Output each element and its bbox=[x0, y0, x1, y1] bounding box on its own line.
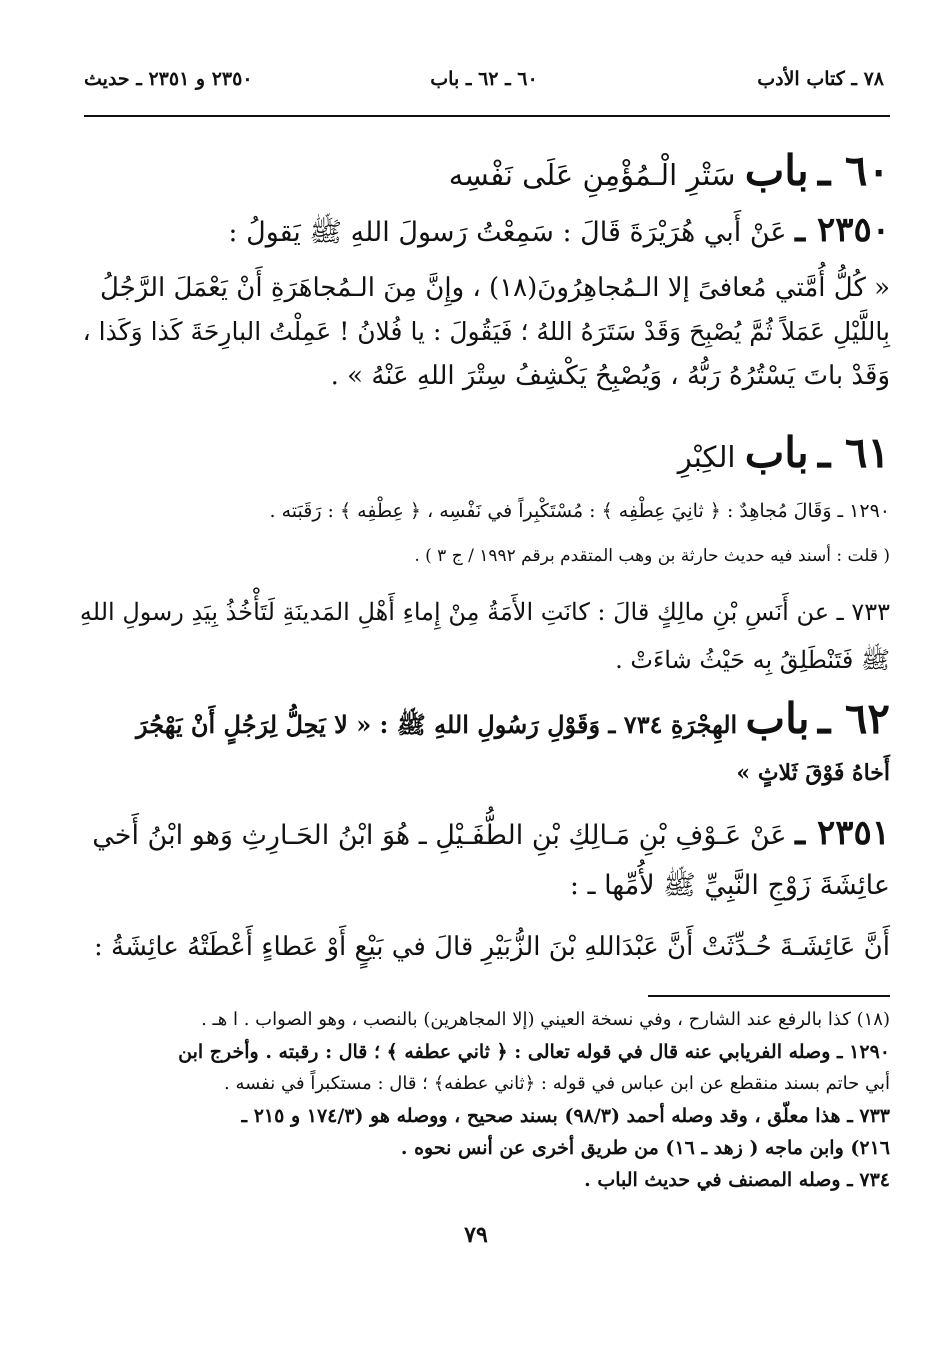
qult-note: ( قلت : أسند فيه حديث حارثة بن وهب المتقدم برقم ١٩٩٢ / ج ٣ ) . bbox=[414, 546, 890, 566]
footnote-733: ٧٣٣ ـ هذا معلّق ، وقد وصله أحمد (٩٨/٣) بسند صحيح ، ووصله هو (١٧٤/٣ و ٢١٥ ـ bbox=[241, 1105, 890, 1127]
section-61-heading bbox=[678, 428, 890, 477]
section-number: ٦٢ ـ bbox=[817, 694, 890, 743]
section-62-heading-cont: أَخاهُ فَوْقَ ثَلاثٍ » bbox=[736, 760, 890, 786]
section-title: سَتْرِ الْـمُؤْمِنِ عَلَى نَفْسِه bbox=[448, 158, 736, 192]
hadith-number: ٢٣٥١ ـ bbox=[795, 813, 890, 853]
hadith-isnad: عَنْ أَبي هُرَيْرَةَ قَالَ : سَمِعْتُ رَسولَ اللهِ ﷺ يَقولُ : bbox=[228, 217, 787, 248]
page-number: ٧٩ bbox=[464, 1222, 488, 1248]
footnote-733-cont: ٢١٦) وابن ماجه ( زهد ـ ١٦) من طريق أخرى عن أنس نحوه . bbox=[400, 1137, 890, 1159]
bab-label: باب bbox=[744, 428, 809, 477]
running-header bbox=[84, 60, 884, 96]
footnote-18: (١٨) كذا بالرفع عند الشارح ، وفي نسخة العيني (إلا المجاهرين) بالنصب ، وهو الصواب . ا هـ . bbox=[201, 1009, 890, 1030]
hadith-line: « كُلُّ أُمَّتي مُعافىً إلا الـمُجاهِرُونَ(١٨) ، وإِنَّ مِنَ الـمُجاهَرَةِ أَنْ يَعْمَلَ الرَّجُلُ bbox=[99, 273, 890, 303]
footnote-734: ٧٣٤ ـ وصله المصنف في حديث الباب . bbox=[584, 1169, 890, 1191]
footnote-1290: ١٢٩٠ ـ وصله الفريابي عنه قال في قوله تعالى : ﴿ ثاني عطفه ﴾ ؛ قال : رقبته . وأخرج ابن bbox=[178, 1041, 890, 1063]
hadith-line: عَنْ عَـوْفِ بْنِ مَـالِكِ بْنِ الطُّفَـيْلِ ـ هُوَ ابْنُ الحَـارِثِ وَهو ابْنُ أَخي bbox=[92, 820, 787, 851]
header-chapter: ٧٨ ـ كتاب الأدب bbox=[757, 68, 884, 90]
header-hadith-range: ٢٣٥٠ و ٢٣٥١ ـ حديث bbox=[84, 68, 253, 90]
section-60-heading bbox=[449, 146, 890, 195]
hadith-2350-intro bbox=[228, 210, 890, 255]
section-number: ٦١ ـ bbox=[817, 428, 890, 477]
hadith-line: وَقَدْ باتَ يَسْتُرُهُ رَبُّهُ ، وَيُصْبِحُ يَكْشِفُ سِتْرَ اللهِ عَنْهُ » . bbox=[330, 361, 890, 391]
bab-label: باب bbox=[744, 146, 809, 195]
muallaq-733 bbox=[80, 588, 890, 684]
muallaq-line: ﷺ فَتَنْطَلِقُ بِه حَيْثُ شاءَتْ . bbox=[615, 646, 890, 674]
header-rule bbox=[84, 115, 890, 117]
muallaq-line: ٧٣٣ ـ عن أَنَسِ بْنِ مالِكٍ قالَ : كانَتِ الأَمَةُ مِنْ إِماءِ أَهْلِ المَدينَةِ لَتَأْخُذُ بِيَدِ رسولِ اللهِ bbox=[79, 598, 890, 626]
section-title: الكِبْرِ bbox=[677, 440, 736, 474]
hadith-2351 bbox=[80, 808, 890, 911]
footnote-rule bbox=[648, 995, 890, 997]
hadith-2351-matn: أَنَّ عَائِشَـةَ حُـدِّثَتْ أَنَّ عَبْدَاللهِ بْنَ الزُّبَيْرِ قالَ في بَيْعٍ أَوْ عَطاءٍ أَعْطَتْهُ عائِشَةُ : bbox=[94, 932, 890, 962]
hadith-number: ٢٣٥٠ ـ bbox=[795, 210, 890, 250]
muallaq-1290: ١٢٩٠ ـ وَقَالَ مُجاهِدٌ : ﴿ ثانِيَ عِطْفِه ﴾ : مُسْتَكْبِراً في نَفْسِه ، ﴿ عِطْفِه ﴾ : رَقَبَته . bbox=[269, 500, 890, 522]
hadith-line: عائِشَةَ زَوْجِ النَّبِيِّ ﷺ لأُمِّها ـ : bbox=[569, 870, 890, 901]
bab-label: باب bbox=[745, 694, 810, 743]
hadith-2350-text bbox=[80, 266, 890, 398]
section-title: الهِجْرَةِ ٧٣٤ ـ وَقَوْلِ رَسُولِ اللهِ ﷺ : « لا يَحِلُّ لِرَجُلٍ أَنْ يَهْجُرَ bbox=[136, 710, 738, 739]
section-62-heading bbox=[80, 694, 890, 745]
section-number: ٦٠ ـ bbox=[817, 146, 890, 195]
hadith-line: بِاللَّيْلِ عَمَلاً ثُمَّ يُصْبِحَ وَقَدْ سَتَرَهُ اللهُ ؛ فَيَقُولَ : يا فُلانُ ! عَمِلْتُ البارِحَةَ كَذا وَكَذا ، bbox=[82, 317, 890, 346]
footnotes bbox=[80, 1004, 890, 1196]
header-sections: ٦٠ ـ ٦٢ ـ باب bbox=[430, 68, 538, 90]
footnote-1290-cont: أبي حاتم بسند منقطع عن ابن عباس في قوله : ﴿ثاني عطفه﴾ ؛ قال : مستكبراً في نفسه . bbox=[224, 1073, 890, 1094]
